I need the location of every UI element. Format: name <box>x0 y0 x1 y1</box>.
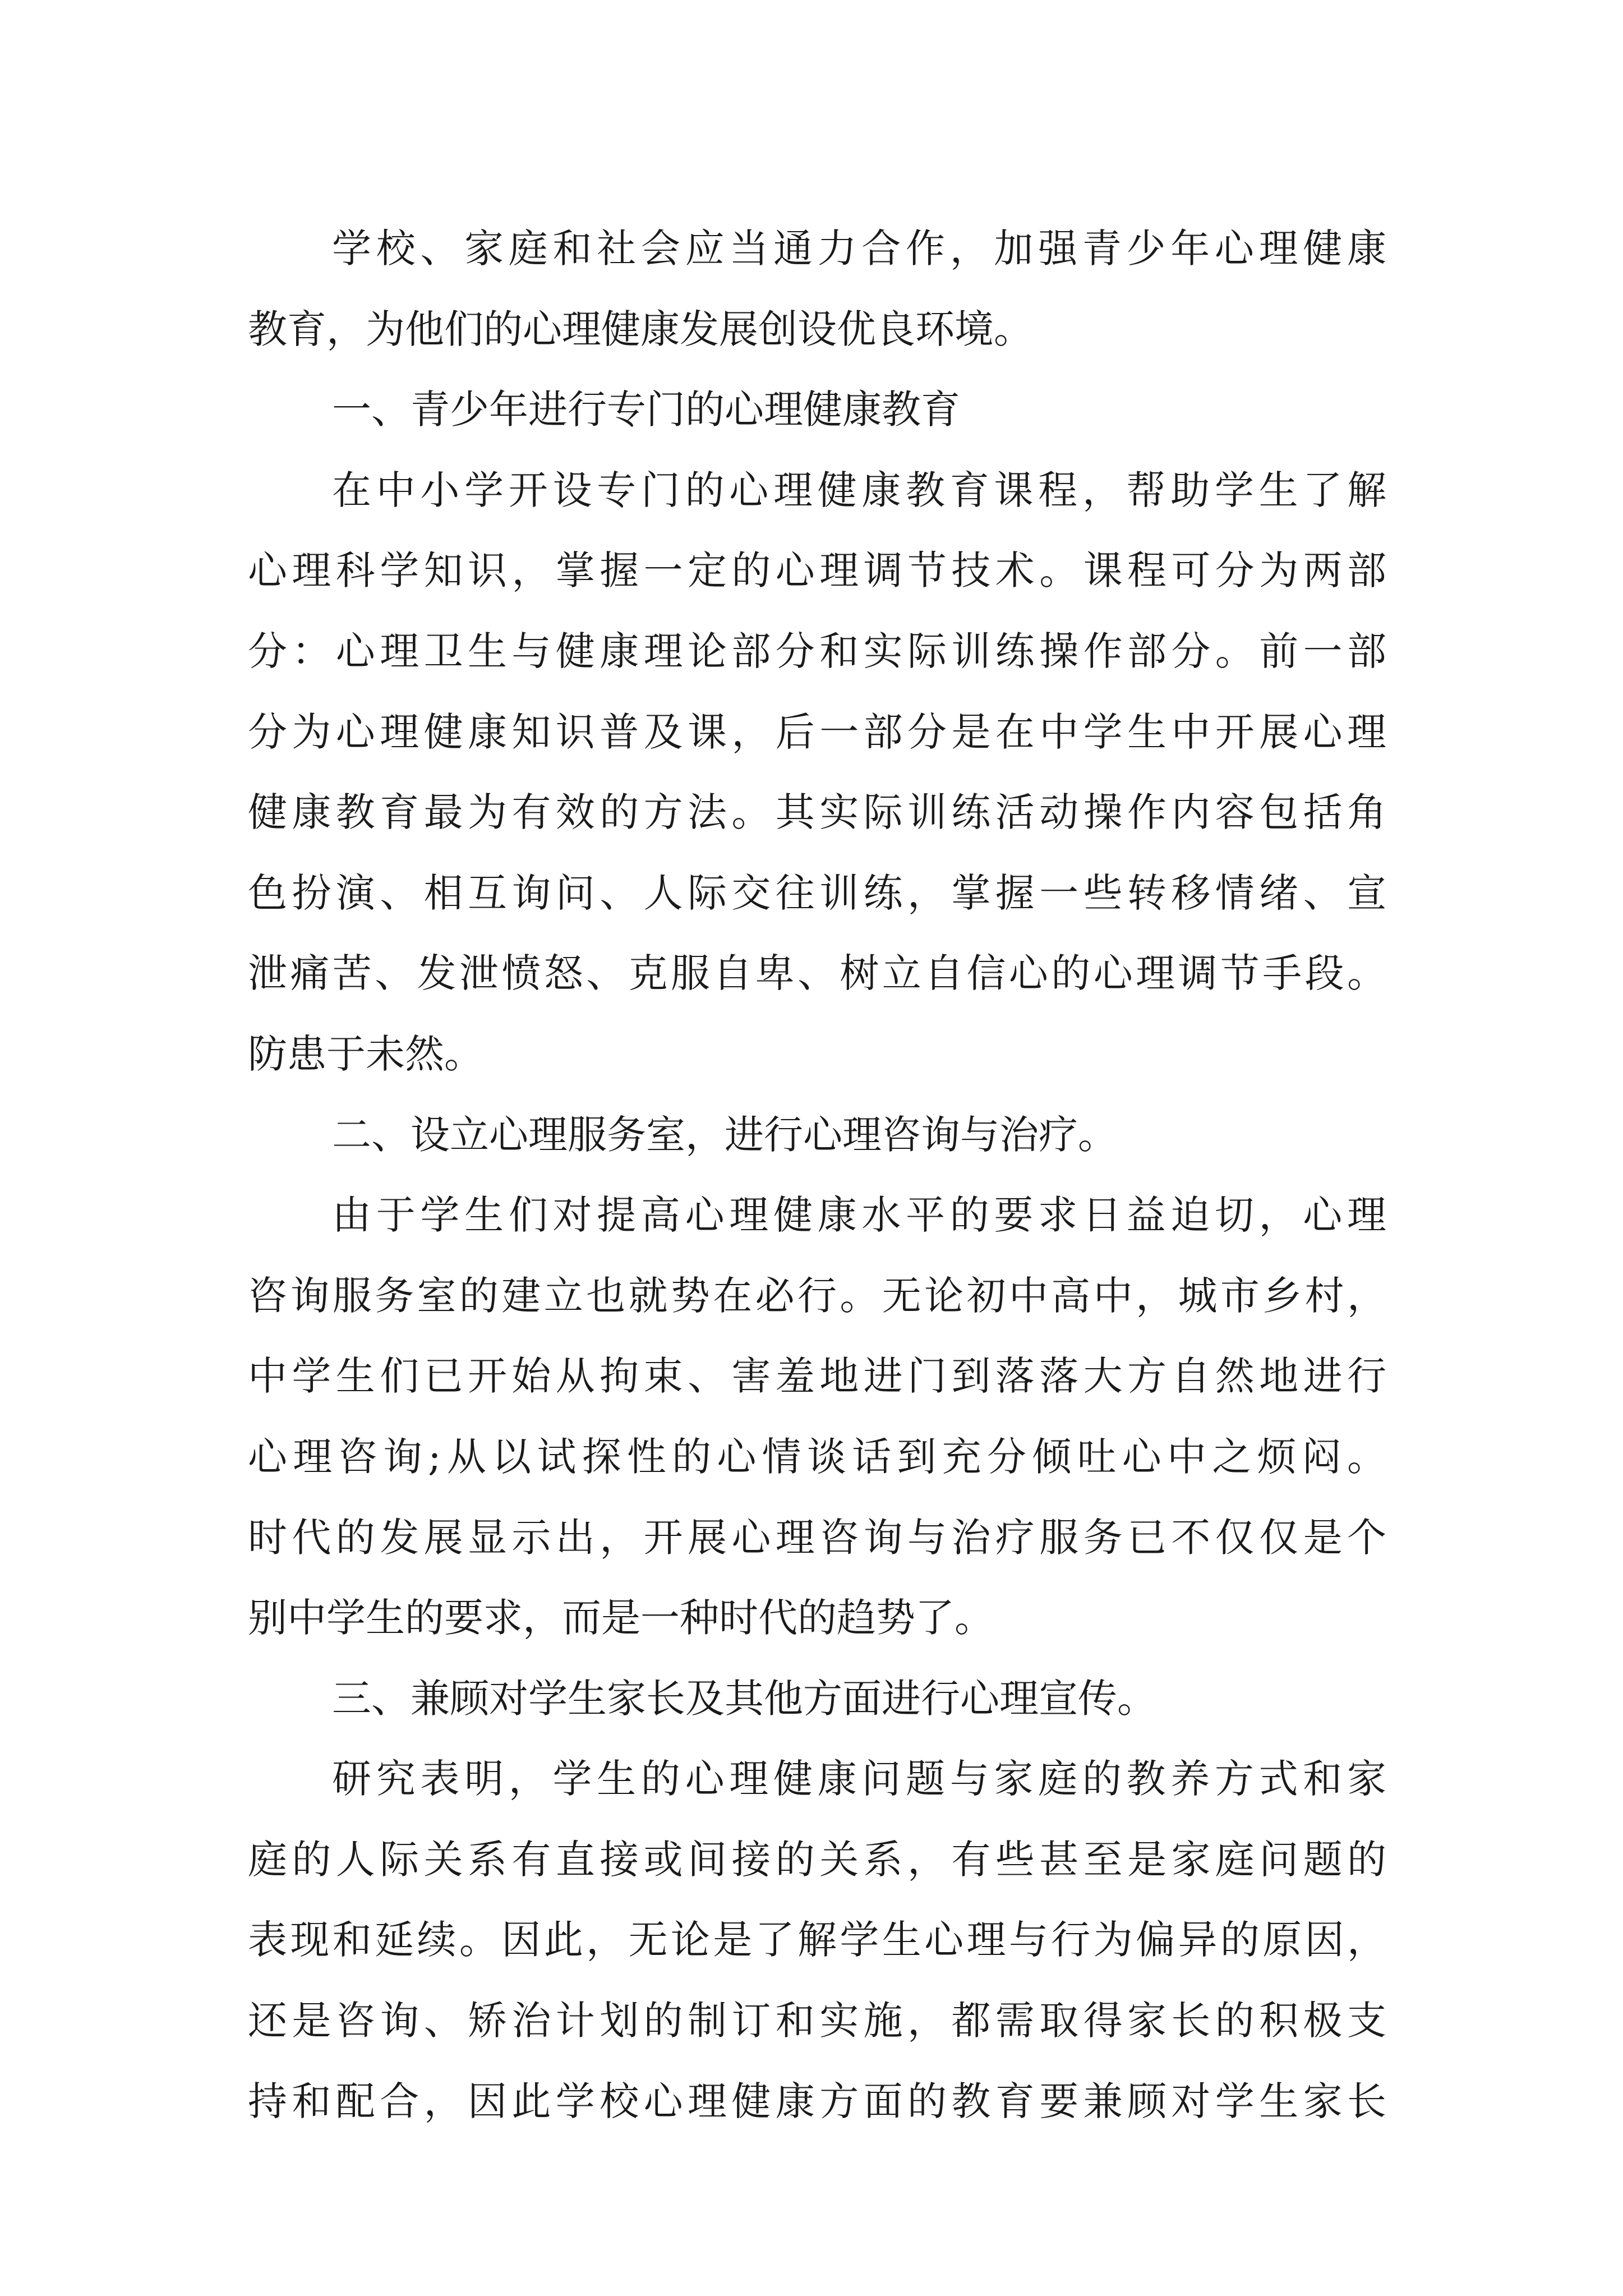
text-line: 教育，为他们的心理健康发展创设优良环境。 <box>248 306 1033 352</box>
text-line: 时代的发展显示出，开展心理咨询与治疗服务已不仅仅是个 <box>248 1514 1386 1561</box>
text-line: 研究表明，学生的心理健康问题与家庭的教养方式和家 <box>332 1756 1386 1802</box>
text-line: 防患于未然。 <box>248 1030 483 1077</box>
text-line: 分为心理健康知识普及课，后一部分是在中学生中开展心理 <box>248 708 1386 755</box>
document-page <box>248 209 1386 2142</box>
text-line: 心理科学知识，掌握一定的心理调节技术。课程可分为两部 <box>248 547 1386 594</box>
text-line: 泄痛苦、发泄愤怒、克服自卑、树立自信心的心理调节手段。 <box>248 950 1386 997</box>
text-line: 色扮演、相互询问、人际交往训练，掌握一些转移情绪、宣 <box>248 869 1386 916</box>
section-heading: 三、兼顾对学生家长及其他方面进行心理宣传。 <box>332 1675 1156 1722</box>
text-line: 心理咨询;从以试探性的心情谈话到充分倾吐心中之烦闷。 <box>248 1433 1386 1480</box>
text-line: 还是咨询、矫治计划的制订和实施，都需取得家长的积极支 <box>248 1998 1386 2044</box>
text-line: 分：心理卫生与健康理论部分和实际训练操作部分。前一部 <box>248 628 1386 674</box>
text-line: 持和配合，因此学校心理健康方面的教育要兼顾对学生家长 <box>248 2078 1386 2124</box>
text-line: 庭的人际关系有直接或间接的关系，有些甚至是家庭问题的 <box>248 1836 1386 1883</box>
text-line: 学校、家庭和社会应当通力合作，加强青少年心理健康 <box>332 226 1386 272</box>
text-line: 咨询服务室的建立也就势在必行。无论初中高中，城市乡村， <box>248 1272 1386 1319</box>
text-line: 别中学生的要求，而是一种时代的趋势了。 <box>248 1595 994 1641</box>
text-line: 由于学生们对提高心理健康水平的要求日益迫切，心理 <box>332 1192 1386 1239</box>
section-heading: 一、青少年进行专门的心理健康教育 <box>332 386 960 433</box>
section-heading: 二、设立心理服务室，进行心理咨询与治疗。 <box>332 1111 1117 1158</box>
text-line: 表现和延续。因此，无论是了解学生心理与行为偏异的原因， <box>248 1917 1386 1963</box>
text-line: 健康教育最为有效的方法。其实际训练活动操作内容包括角 <box>248 789 1386 836</box>
text-line: 在中小学开设专门的心理健康教育课程，帮助学生了解 <box>332 467 1386 513</box>
text-line: 中学生们已开始从拘束、害羞地进门到落落大方自然地进行 <box>248 1353 1386 1400</box>
